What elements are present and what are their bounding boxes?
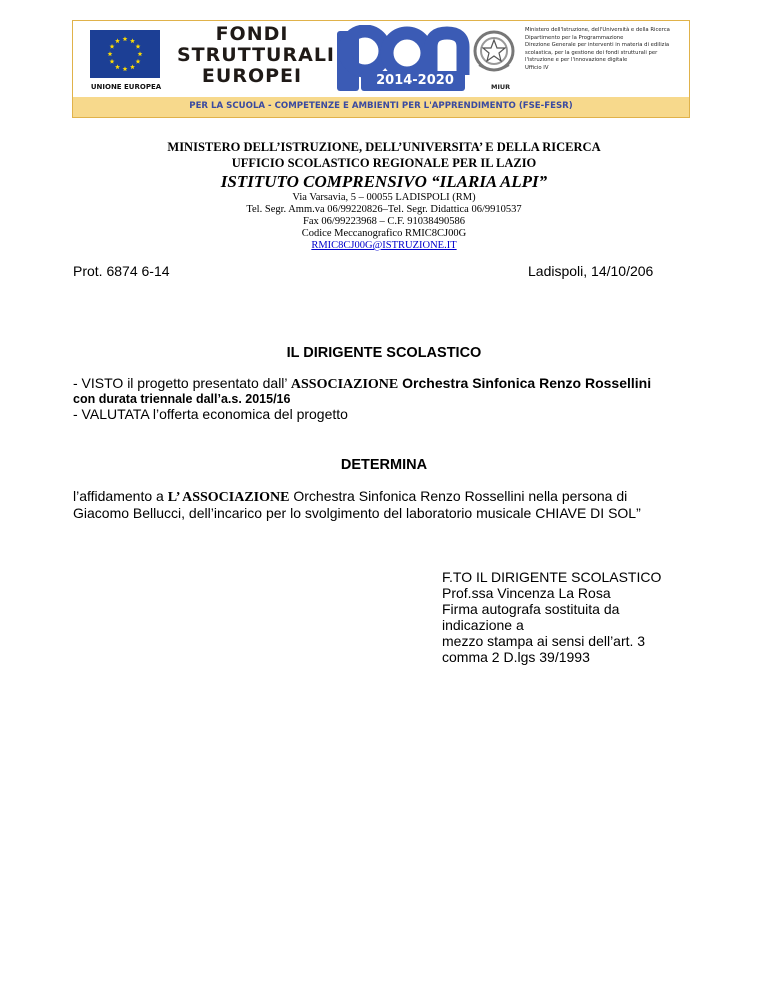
signature-line: Firma autografa sostituita da [442,601,620,617]
eu-label: UNIONE EUROPEA [90,83,162,91]
fondi-line: FONDI [215,23,289,45]
fondi-line: EUROPEI [201,65,303,87]
fondi-strutturali-logo [177,23,335,87]
school-phone: Tel. Segr. Amm.va 06/99220826–Tel. Segr. Didattica 06/9910537 [246,204,522,215]
school-email-link[interactable]: RMIC8CJ00G@ISTRUZIONE.IT [311,240,457,251]
ministry-line: l'istruzione e per l'innovazione digitale [525,57,628,64]
visto-association: ASSOCIAZIONE [290,377,399,392]
fondi-line: STRUTTURALI [177,44,335,66]
protocol-number: Prot. 6874 6-14 [73,263,170,279]
ministry-department-text [525,27,687,73]
ministry-line: scolastica, per la gestione dei fondi strutturali per [525,49,658,56]
signature-line: Prof.ssa Vincenza La Rosa [442,585,611,601]
signature-line: comma 2 D.lgs 39/1993 [442,649,590,665]
ministry-line: Dipartimento per la Programmazione [525,34,624,41]
school-fax: Fax 06/99223968 – C.F. 91038490586 [303,216,465,227]
aff-prefix: l’affidamento a [73,488,168,504]
durata-line: con durata triennale dall’a.s. 2015/16 [73,392,291,406]
dirigente-heading: IL DIRIGENTE SCOLASTICO [286,345,482,361]
pon-banner [72,20,690,118]
visto-orchestra: Orchestra Sinfonica Renzo Rossellini [398,375,652,391]
school-name: ISTITUTO COMPRENSIVO “ILARIA ALPI” [220,172,548,191]
regional-office-heading: UFFICIO SCOLASTICO REGIONALE PER IL LAZIO [231,156,537,170]
signature-line: indicazione a [442,617,524,633]
eu-flag-icon [90,30,160,78]
pon-years: 2014-2020 [376,73,454,88]
italian-republic-emblem-icon [471,27,517,77]
affidamento-line-1 [73,488,627,506]
miur-label: MIUR [491,83,511,91]
visto-paragraph [73,375,651,393]
signature-line: mezzo stampa ai sensi dell’art. 3 [442,633,646,649]
school-address: Via Varsavia, 5 – 00055 LADISPOLI (RM) [292,192,476,203]
affidamento-line-2: Giacomo Bellucci, dell’incarico per lo svolgimento del laboratorio musicale CHIAVE DI SOL” [73,505,641,521]
signature-line: F.TO IL DIRIGENTE SCOLASTICO [442,569,662,585]
ministry-line: Ufficio IV [525,64,549,71]
ministry-heading: MINISTERO DELL’ISTRUZIONE, DELL’UNIVERSITA’ E DELLA RICERCA [167,140,601,154]
determina-heading: DETERMINA [340,457,428,473]
aff-suffix: nella persona di [524,488,628,504]
document-date: Ladispoli, 14/10/206 [528,263,654,279]
visto-prefix: - VISTO il progetto presentato dall’ [73,375,291,391]
banner-footer-text: PER LA SCUOLA - COMPETENZE E AMBIENTI PER L'APPRENDIMENTO (FSE-FESR) [189,101,573,111]
valutata-paragraph: - VALUTATA l’offerta economica del progetto [73,406,348,422]
aff-orchestra: Orchestra Sinfonica Renzo Rossellini [289,488,525,504]
ministry-line: Ministero dell'Istruzione, dell'Università e della Ricerca [525,27,670,33]
ministry-line: Direzione Generale per interventi in materia di edilizia [525,42,670,49]
aff-association: L’ ASSOCIAZIONE [167,490,290,505]
school-code: Codice Meccanografico RMIC8CJ00G [301,228,467,239]
